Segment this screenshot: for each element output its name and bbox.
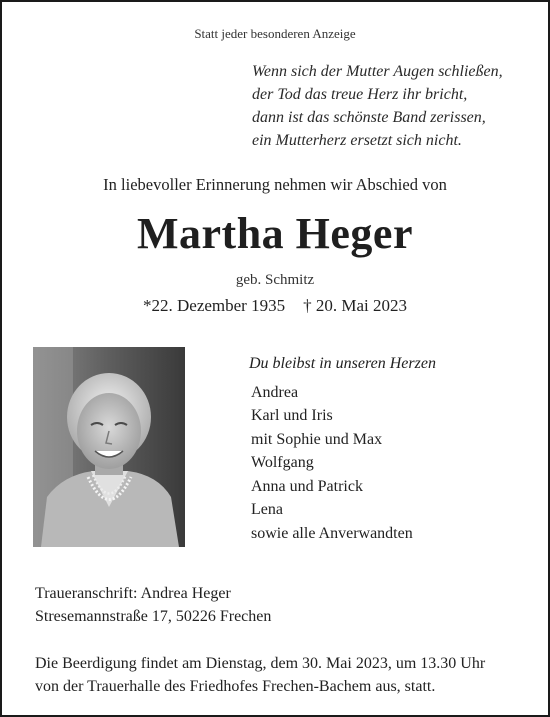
poem-line: der Tod das treue Herz ihr bricht, [252,86,468,103]
poem-line: ein Mutterherz ersetzt sich nicht. [252,132,462,149]
life-dates [2,296,548,316]
death-date: † 20. Mai 2023 [303,296,407,315]
mourner-name: mit Sophie und Max [251,430,383,448]
mourner-name: Andrea [251,383,299,401]
poem-line: dann ist das schönste Band zerissen, [252,109,486,126]
funeral-info [35,652,485,698]
address-line: Stresemannstraße 17, 50226 Frechen [35,608,272,625]
funeral-line: Die Beerdigung findet am Dienstag, dem 30. Mai 2023, um 13.30 Uhr [35,655,486,672]
deceased-name: Martha Heger [137,209,413,258]
mourner-name: sowie alle Anverwandten [251,524,413,542]
portrait-photo [33,347,185,547]
funeral-line: von der Trauerhalle des Friedhofes Frechen-Bachem aus, statt. [35,678,436,695]
birth-date: *22. Dezember 1935 [143,296,286,315]
intro-text: In liebevoller Erinnerung nehmen wir Abschied von [103,175,447,194]
mourner-name: Lena [251,501,283,518]
header-line: Statt jeder besonderen Anzeige [194,26,356,41]
mourner-name: Anna und Patrick [251,477,363,495]
mourner-name: Karl und Iris [251,407,333,424]
address-line: Traueranschrift: Andrea Heger [35,585,231,602]
mourners-block [251,352,436,545]
poem [252,60,503,152]
maiden-name: geb. Schmitz [235,272,315,288]
mourning-address [35,582,271,628]
motto: Du bleibst in unseren Herzen [249,355,436,372]
poem-line: Wenn sich der Mutter Augen schließen, [252,63,503,80]
mourner-name: Wolfgang [251,454,314,471]
